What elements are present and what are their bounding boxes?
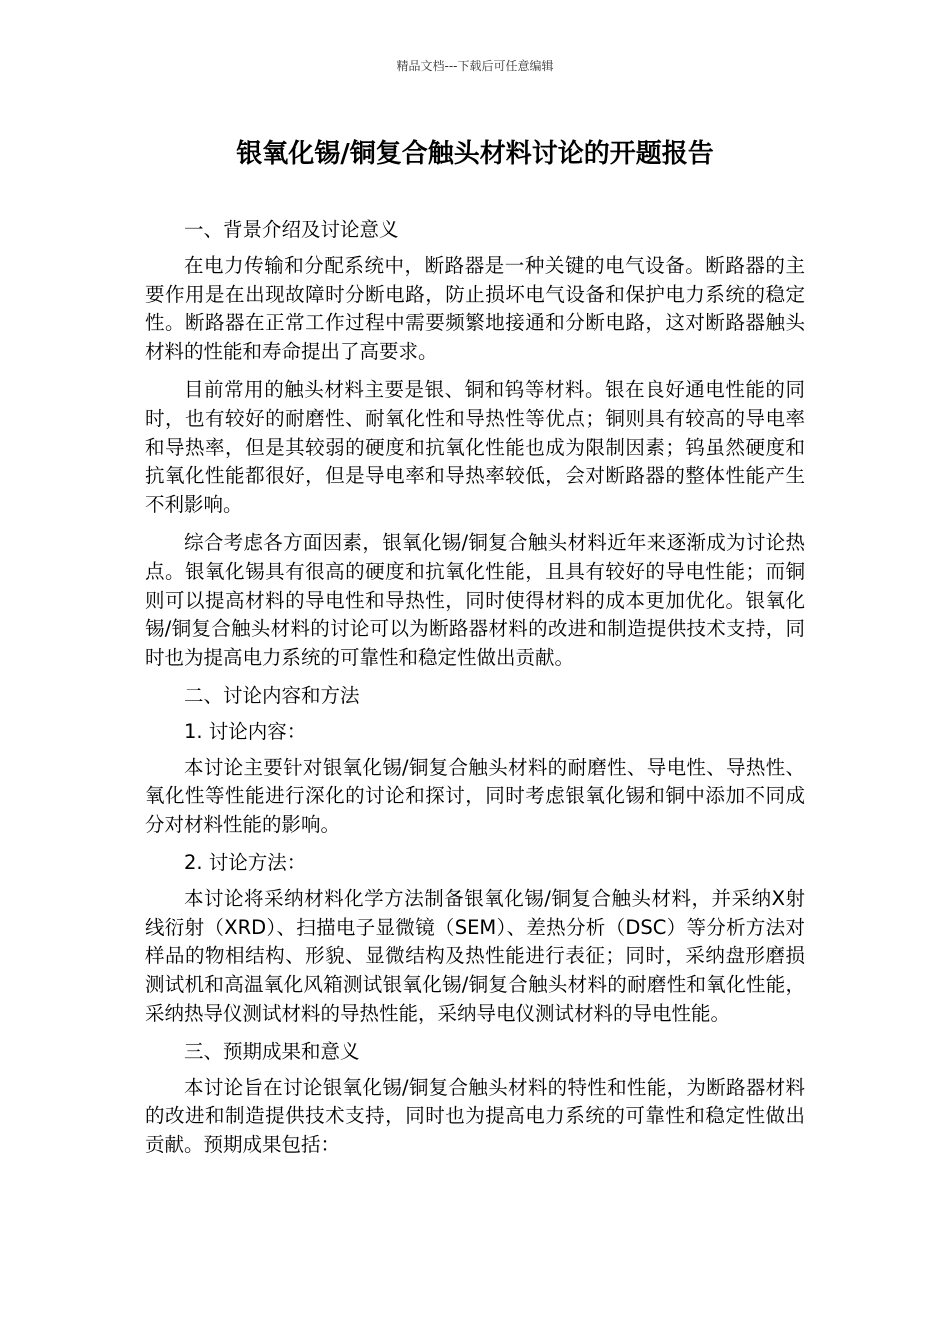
header-note: 精品文档---下载后可任意编辑 — [396, 59, 554, 73]
paragraph-background-1: 在电力传输和分配系统中，断路器是一种关键的电气设备。断路器的主要作用是在出现故障时分断电路，防止损坏电气设备和保护电力系统的稳定性。断路器在正常工作过程中需要频繁地接通和分断电路，这对断路器触头材料的性能和寿命提出了高要求。 — [145, 253, 805, 364]
paragraph-background-3: 综合考虑各方面因素，银氧化锡/铜复合触头材料近年来逐渐成为讨论热点。银氧化锡具有很高的硬度和抗氧化性能，且具有较好的导电性能；而铜则可以提高材料的导电性和导热性，同时使得材料的成本更加优化。银氧化锡/铜复合触头材料的讨论可以为断路器材料的改进和制造提供技术支持，同时也为提高电力系统的可靠性和稳定性做出贡献。 — [145, 530, 805, 670]
document-body — [145, 216, 805, 1169]
section-heading-methods: 二、讨论内容和方法 — [184, 683, 360, 707]
paragraph-content: 本讨论主要针对银氧化锡/铜复合触头材料的耐磨性、导电性、导热性、氧化性等性能进行深化的讨论和探讨，同时考虑银氧化锡和铜中添加不同成分对材料性能的影响。 — [145, 755, 805, 837]
document-title: 银氧化锡/铜复合触头材料讨论的开题报告 — [236, 139, 714, 169]
subheading-methods: 2. 讨论方法： — [184, 850, 307, 874]
section-heading-results: 三、预期成果和意义 — [184, 1039, 360, 1063]
section-heading-background: 一、背景介绍及讨论意义 — [184, 218, 399, 241]
paragraph-results: 本讨论旨在讨论银氧化锡/铜复合触头材料的特性和性能，为断路器材料的改进和制造提供技术支持，同时也为提高电力系统的可靠性和稳定性做出贡献。预期成果包括： — [145, 1075, 805, 1157]
paragraph-methods: 本讨论将采纳材料化学方法制备银氧化锡/铜复合触头材料，并采纳X射线衍射（XRD）、扫描电子显微镜（SEM）、差热分析（DSC）等分析方法对样品的物相结构、形貌、显微结构及热性能进行表征；同时，采纳盘形磨损测试机和高温氧化风箱测试银氧化锡/铜复合触头材料的耐磨性和氧化性能，采纳热导仪测试材料的导热性能，采纳导电仪测试材料的导电性能。 — [145, 886, 805, 1025]
paragraph-background-2: 目前常用的触头材料主要是银、铜和钨等材料。银在良好通电性能的同时，也有较好的耐磨性、耐氧化性和导热性等优点；铜则具有较高的导电率和导热率，但是其较弱的硬度和抗氧化性能也成为限制因素；钨虽然硬度和抗氧化性能都很好，但是导电率和导热率较低，会对断路器的整体性能产生不利影响。 — [145, 377, 805, 517]
subheading-content: 1. 讨论内容： — [184, 719, 307, 743]
